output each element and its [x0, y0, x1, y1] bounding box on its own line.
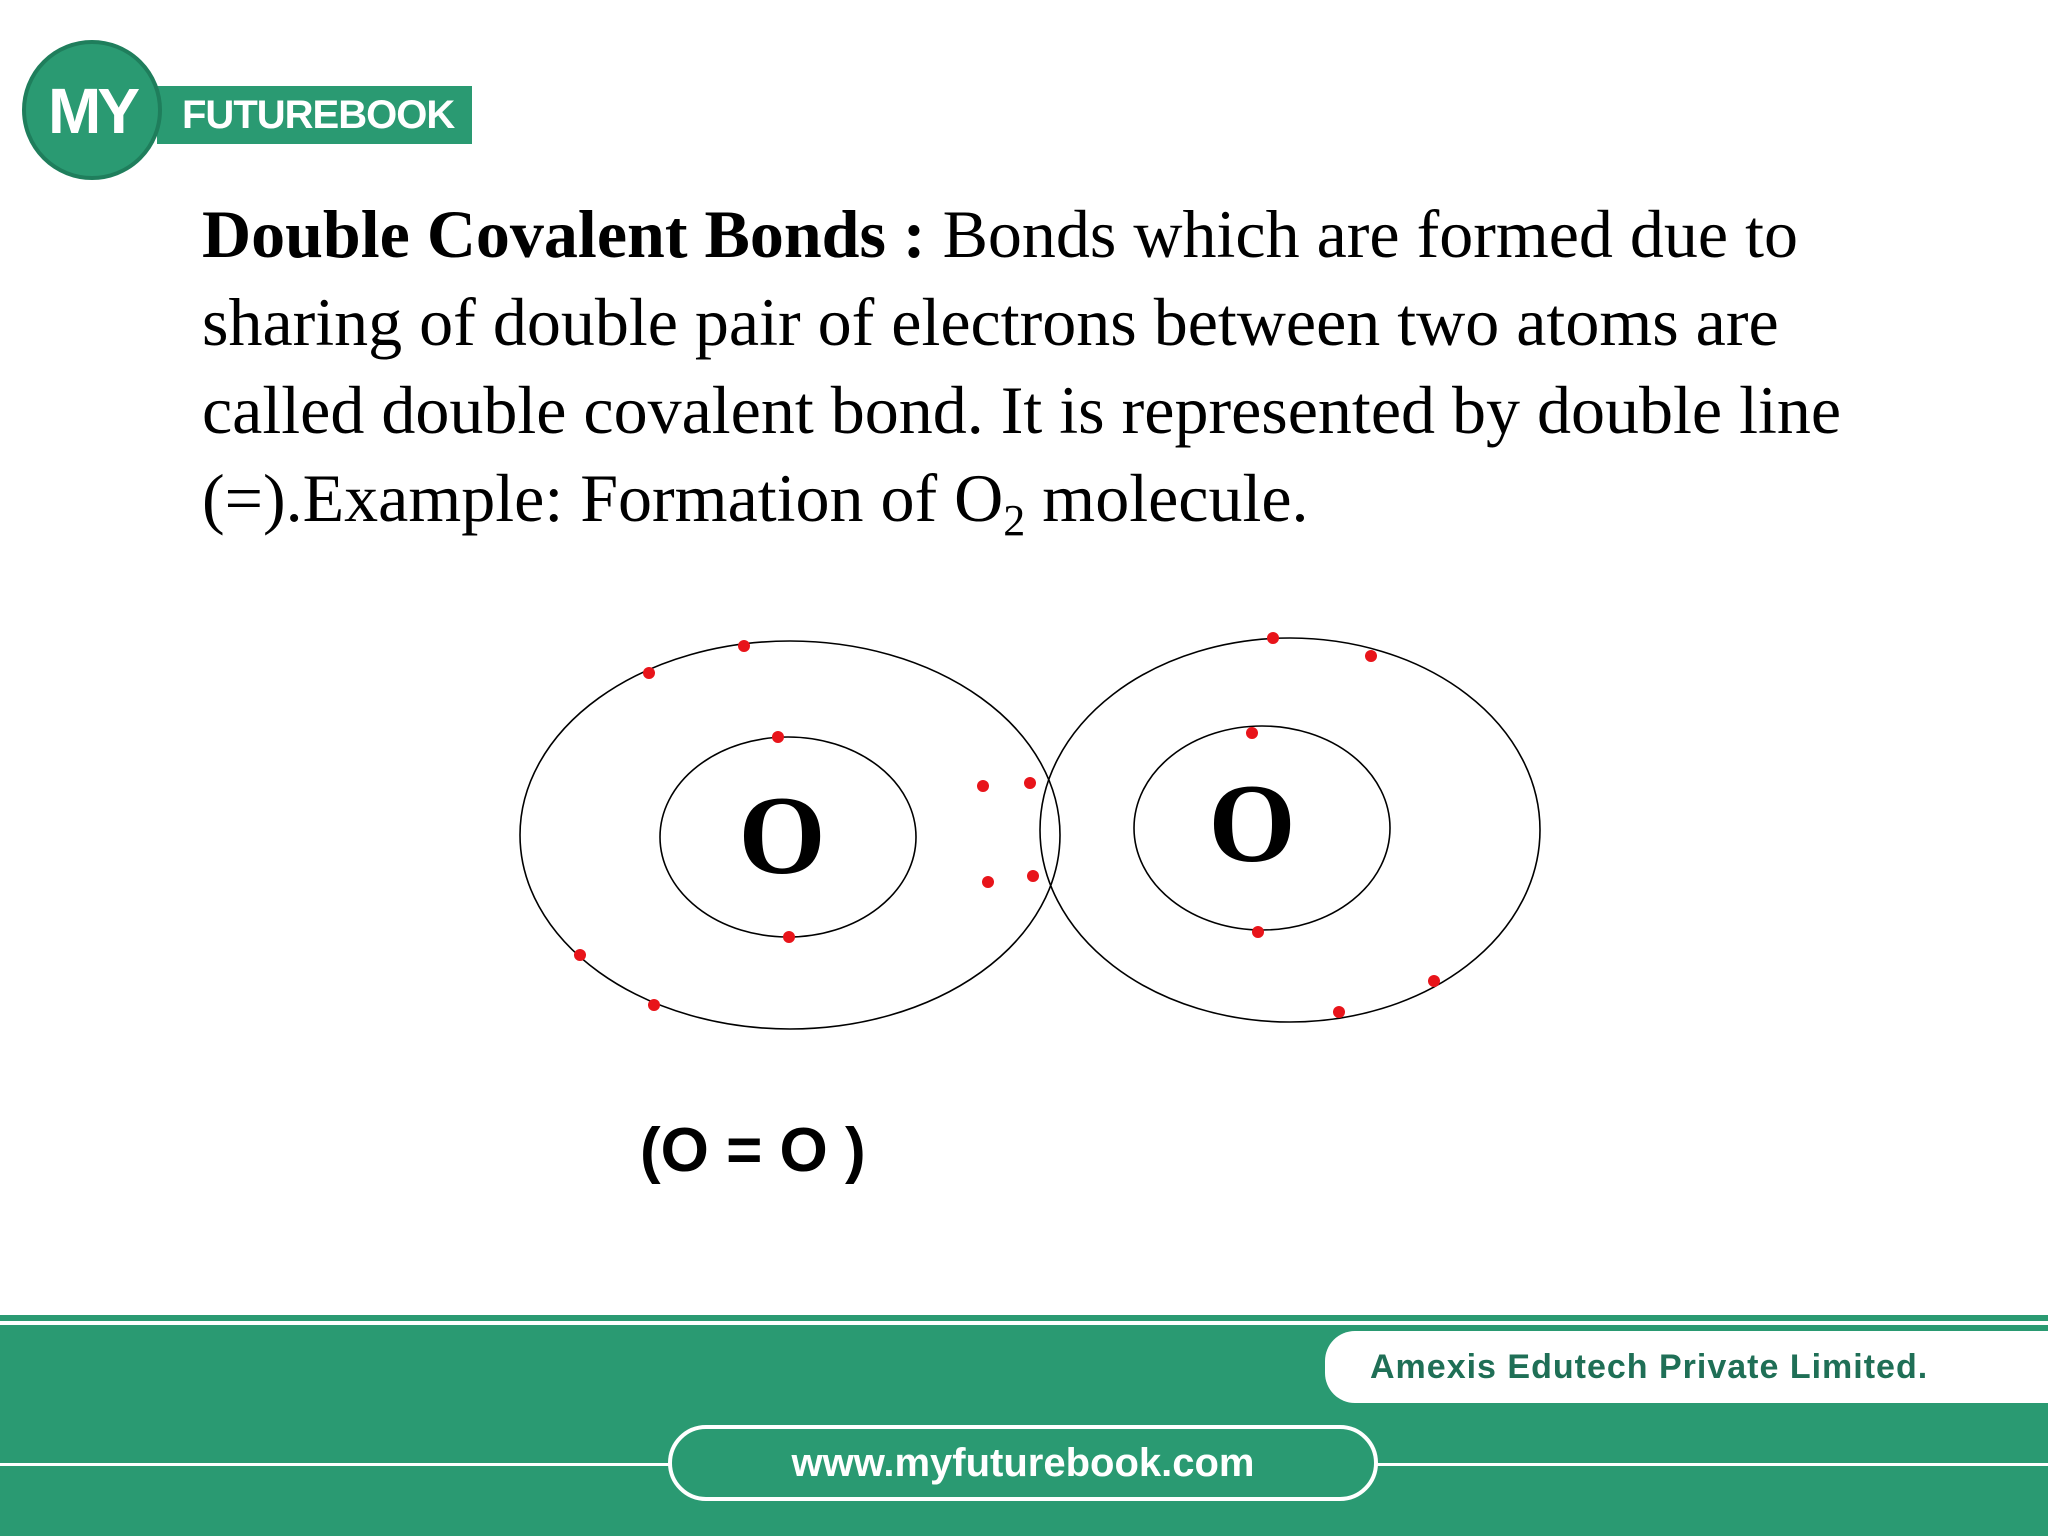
electron-dot	[772, 731, 784, 743]
electron-dot	[1333, 1006, 1345, 1018]
website-link[interactable]: www.myfuturebook.com	[791, 1441, 1255, 1485]
shared-electron-dot	[1027, 870, 1039, 882]
electron-dot	[738, 640, 750, 652]
website-pill[interactable]	[668, 1425, 1378, 1501]
electron-dot	[574, 949, 586, 961]
o2-bond-diagram	[0, 600, 2048, 1300]
electron-dot	[1267, 632, 1279, 644]
electron-dot	[648, 999, 660, 1011]
definition-term: Double Covalent Bonds :	[202, 196, 926, 272]
definition-paragraph	[202, 190, 1942, 545]
brand-logo	[22, 40, 462, 190]
right-oxygen-symbol: O	[1208, 762, 1296, 886]
company-tab	[1325, 1331, 2048, 1403]
electron-dot	[1246, 727, 1258, 739]
definition-tail: molecule.	[1025, 460, 1309, 536]
definition-text: Bonds which are formed due to sharing of double pair of electrons between two atoms are called double covalent bond. It is represented by double line (=).Example: Formation of O	[202, 196, 1842, 536]
electron-dot	[783, 931, 795, 943]
logo-mark-text: MY	[48, 75, 136, 147]
logo-name: FUTUREBOOK	[182, 93, 455, 137]
shared-electron-dot	[1024, 777, 1036, 789]
electron-dot	[1365, 650, 1377, 662]
footer-band	[0, 1315, 2048, 1536]
company-name: Amexis Edutech Private Limited.	[1370, 1348, 1929, 1386]
shared-electron-dot	[977, 780, 989, 792]
oxygen-subscript: 2	[1003, 496, 1026, 545]
electron-dot	[1252, 926, 1264, 938]
bond-formula: (O = O )	[640, 1116, 866, 1185]
shared-electron-dot	[982, 876, 994, 888]
left-oxygen-symbol: O	[738, 774, 826, 898]
footer-divider	[0, 1321, 2048, 1325]
electron-dot	[1428, 975, 1440, 987]
electron-dot	[643, 667, 655, 679]
